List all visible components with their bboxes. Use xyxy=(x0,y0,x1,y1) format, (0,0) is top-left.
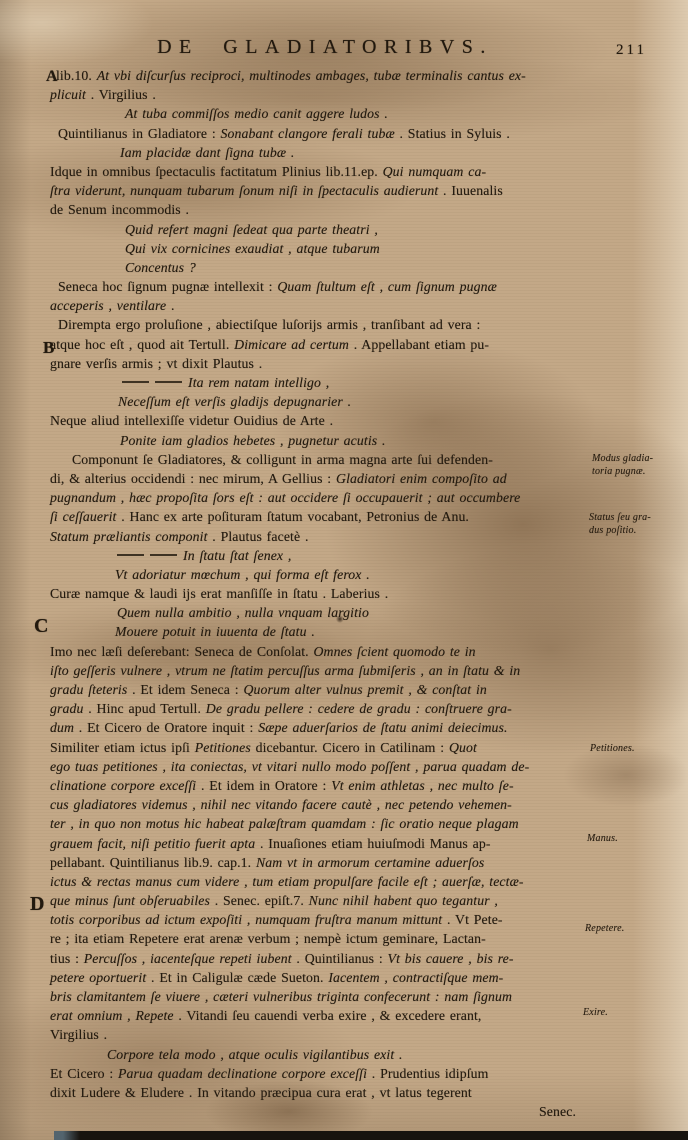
roman-text: tius : xyxy=(50,950,84,966)
text-line xyxy=(50,220,590,239)
text-line xyxy=(50,507,590,526)
text-line xyxy=(50,258,590,277)
roman-text: . Hanc ex arte poſituram ſtatum vocabant, Petronius de Anu. xyxy=(116,509,469,525)
running-header xyxy=(40,36,610,59)
italic-text: De gradu pellere : cedere de gradu : conſtruere gra- xyxy=(205,701,512,717)
verse-rule-dash xyxy=(117,554,144,556)
text-line xyxy=(50,104,590,123)
verse-rule-dash xyxy=(122,381,149,383)
text-line xyxy=(50,1083,590,1102)
margin-note-line: Manus. xyxy=(587,833,618,844)
text-line xyxy=(50,680,590,699)
roman-text: . Virgilius . xyxy=(85,87,156,103)
italic-text: Quot xyxy=(448,739,477,755)
text-line xyxy=(50,450,590,469)
roman-text: . Prudentius idipſum xyxy=(367,1065,489,1081)
italic-text: gradu ſteteris xyxy=(50,682,128,697)
margin-note xyxy=(589,512,685,537)
margin-letter-c: C xyxy=(34,615,49,637)
italic-text: Quid refert magni ſedeat qua parte theatri , xyxy=(125,221,378,237)
italic-text: Quam ſtultum eſt , cum ſignum pugnæ xyxy=(277,279,497,295)
italic-text: Quem nulla ambitio , nulla vnquam largitio xyxy=(117,605,369,621)
roman-text: . Quintilianus : xyxy=(291,950,388,966)
text-line xyxy=(50,277,590,296)
roman-text: . Hinc apud Tertull. xyxy=(83,701,206,717)
text-line xyxy=(50,834,590,853)
text-line xyxy=(50,642,590,661)
italic-text: clinatione corpore exceſſi xyxy=(50,777,197,793)
roman-text: . Vt Pete- xyxy=(442,912,503,928)
roman-text: lib.10. xyxy=(56,68,97,83)
text-line xyxy=(50,622,590,641)
margin-note xyxy=(583,1007,679,1020)
italic-text: Petitiones xyxy=(194,739,251,755)
text-line xyxy=(50,488,590,507)
text-line xyxy=(50,968,590,987)
margin-note xyxy=(590,743,686,756)
text-line xyxy=(50,392,590,411)
italic-text: grauem facit, niſi petitio fuerit apta xyxy=(50,835,256,851)
italic-text: Nunc nihil habent quo tegantur , xyxy=(308,893,498,909)
italic-text: Ponite iam gladios hebetes , pugnetur acutis . xyxy=(120,432,386,448)
text-line xyxy=(50,949,590,968)
italic-text: dum xyxy=(50,720,75,736)
scan-edge-strip xyxy=(54,1131,688,1140)
verse-rule-dash xyxy=(155,381,182,383)
text-line xyxy=(50,200,590,219)
roman-text: pellabant. Quintilianus lib.9. cap.1. xyxy=(50,854,256,870)
italic-text: plicuit xyxy=(50,87,86,103)
roman-text: re ; ita etiam Repetere erat arenæ verbum ; nempè ictum geminare, Lactan- xyxy=(50,931,486,947)
text-line xyxy=(50,354,590,373)
page-title: DE GLADIATORIBVS. xyxy=(157,36,493,58)
roman-text: . Et idem in Oratore : xyxy=(196,777,332,793)
roman-text: . Et idem Seneca : xyxy=(127,682,244,697)
text-line xyxy=(50,124,590,143)
italic-text: Corpore tela modo , atque oculis vigilantibus exit . xyxy=(107,1046,403,1062)
roman-text: de Senum incommodis . xyxy=(50,202,190,218)
text-line xyxy=(50,143,590,162)
text-line xyxy=(50,527,590,546)
italic-text: Dimicare ad certum xyxy=(234,336,349,352)
text-line xyxy=(50,718,590,737)
text-line xyxy=(50,296,590,315)
italic-text: cus gladiatores videmus , nihil nec vitando facere cautè , nec petendo vehemen- xyxy=(50,797,512,813)
roman-text: . Senec. epiſt.7. xyxy=(209,893,309,909)
margin-note-line: Modus gladia- xyxy=(592,453,654,464)
margin-letter-b: B xyxy=(43,338,55,357)
italic-text: ſtra viderunt, nunquam tubarum ſonum niſi in ſpectaculis audierunt xyxy=(50,183,439,199)
text-line xyxy=(50,335,590,354)
roman-text: Similiter etiam ictus ipſi xyxy=(50,739,195,755)
catchword xyxy=(50,1102,590,1121)
italic-text: At tuba commiſſos medio canit aggere ludos . xyxy=(125,106,388,122)
italic-text: Vt enim athletas , nec multo ſe- xyxy=(331,777,514,793)
text-line xyxy=(50,891,590,910)
italic-text: Iacentem , contractiſque mem- xyxy=(328,969,504,985)
text-line xyxy=(50,162,590,181)
italic-text: In ſtatu ſtat ſenex , xyxy=(183,547,292,563)
italic-text: acceperis , ventilare xyxy=(50,298,167,314)
text-line xyxy=(50,738,590,757)
italic-text: petere oportuerit xyxy=(50,969,147,985)
text-line xyxy=(50,853,590,872)
roman-text: di, & alterius occidendi : nec mirum, A Gellius : xyxy=(50,470,336,486)
roman-text: gnare verſis armis ; vt dixit Plautus . xyxy=(50,355,263,371)
italic-text: bris clamitantem ſe viuere , cæteri vulneribus triginta confecerunt : nam ſignum xyxy=(50,989,513,1004)
italic-text: pugnandum , hæc propoſita ſors eſt : aut occidere ſi occupauerit ; aut occumbere xyxy=(50,490,521,506)
italic-text: Gladiatori enim compoſito ad xyxy=(336,470,507,486)
text-line xyxy=(50,584,590,603)
italic-text: Qui vix cornicines exaudiat , atque tubarum xyxy=(125,240,380,256)
text-line xyxy=(50,910,590,929)
roman-text: . Vitandi ſeu cauendi verba exire , & excedere erant, xyxy=(173,1008,482,1024)
text-line xyxy=(50,1045,590,1064)
roman-text: . xyxy=(166,298,175,314)
italic-text: totis corporibus ad ictum expoſiti , numquam fruſtra manum mittunt xyxy=(50,912,443,928)
italic-text: Statum præliantis componit xyxy=(50,528,208,544)
roman-text: Seneca hoc ſignum pugnæ intellexit : xyxy=(58,279,278,295)
text-line xyxy=(50,814,590,833)
roman-text: . Inuaſiones etiam huiuſmodi Manus ap- xyxy=(255,835,491,851)
text-line xyxy=(50,872,590,891)
text-line xyxy=(50,546,590,565)
italic-text: ter , in quo non motus hic habeat palæſtram quamdam : ſic oratio neque plagam xyxy=(50,816,519,832)
text-line xyxy=(50,431,590,450)
text-line xyxy=(50,411,590,430)
italic-text: Percuſſos , iacenteſque repeti iubent xyxy=(83,950,292,966)
roman-text: dicebantur. Cicero in Catilinam : xyxy=(250,739,449,755)
italic-text: Vt adoriatur mœchum , qui forma eſt ferox . xyxy=(115,566,370,582)
text-line xyxy=(50,987,590,1006)
margin-note-line: toria pugnæ. xyxy=(592,465,646,477)
text-line xyxy=(50,795,590,814)
verse-rule-dash xyxy=(150,554,177,556)
roman-text: dixit Ludere & Eludere . In vitando præcipua cura erat , vt latus tegerent xyxy=(50,1084,472,1100)
text-line xyxy=(50,929,590,948)
italic-text: Ita rem natam intelligo , xyxy=(188,375,330,390)
italic-text: Parua quadam declinatione corpore exceſſi xyxy=(118,1065,368,1081)
margin-note xyxy=(592,453,688,478)
margin-letter-a: A xyxy=(46,68,58,85)
roman-text: Componunt ſe Gladiatores, & colligunt in arma magna arte ſui defenden- xyxy=(72,451,493,467)
text-line xyxy=(50,373,590,392)
roman-text: . Appellabant etiam pu- xyxy=(348,336,490,352)
roman-text: . Plautus facetè . xyxy=(207,528,309,544)
italic-text: At vbi diſcurſus reciproci, multinodes ambages, tubæ terminalis cantus ex- xyxy=(96,68,526,83)
italic-text: ſi ceſſauerit xyxy=(50,509,117,525)
text-line xyxy=(50,181,590,200)
roman-text: Senec. xyxy=(539,1104,576,1120)
roman-text: . Iuuenalis xyxy=(438,183,503,199)
margin-note-line: Exire. xyxy=(583,1007,608,1018)
italic-text: Sonabant clangore ferali tubæ xyxy=(220,125,395,141)
roman-text: Idque in omnibus ſpectaculis factitatum Plinius lib.11.ep. xyxy=(50,163,383,179)
italic-text: que minus ſunt obſeruabiles xyxy=(50,893,210,909)
text-line xyxy=(50,1064,590,1083)
roman-text: atque hoc eſt , quod ait Tertull. xyxy=(50,336,235,352)
italic-text: Sæpe aduerſarios de ſtatu animi deiecimus. xyxy=(258,720,508,736)
text-line xyxy=(50,699,590,718)
text-line xyxy=(50,661,590,680)
text-line xyxy=(50,757,590,776)
roman-text: Curæ namque & laudi ijs erat manſiſſe in ſtatu . Laberius . xyxy=(50,586,389,602)
italic-text: Neceſſum eſt verſis gladijs depugnarier . xyxy=(118,394,352,410)
text-line xyxy=(50,315,590,334)
italic-text: Qui numquam ca- xyxy=(382,163,487,179)
roman-text: Neque aliud intellexiſſe videtur Ouidius de Arte . xyxy=(50,413,334,429)
text-line xyxy=(50,776,590,795)
margin-note xyxy=(587,833,683,846)
roman-text: Virgilius . xyxy=(50,1027,108,1043)
italic-text: Omnes ſcient quomodo te in xyxy=(313,643,476,659)
roman-text: . Statius in Syluis . xyxy=(394,125,510,141)
roman-text: Dirempta ergo proluſione , abiectiſque luſorijs armis , tranſibant ad vera : xyxy=(58,317,481,333)
text-line xyxy=(50,239,590,258)
margin-note-line: dus poſitio. xyxy=(589,524,637,536)
text-line xyxy=(50,66,590,85)
italic-text: ictus & rectas manus cum videre , tum etiam propulſare facile eſt ; auerſæ, tectæ- xyxy=(50,873,524,889)
margin-note-line: Repetere. xyxy=(585,923,625,934)
italic-text: erat omnium , Repete xyxy=(50,1008,174,1024)
italic-text: Concentus ? xyxy=(125,259,196,275)
text-line xyxy=(50,1006,590,1025)
roman-text: Et Cicero : xyxy=(50,1065,119,1081)
margin-note-line: Status ſeu gra- xyxy=(589,512,651,523)
italic-text: iſto geſſeris vulnere , vtrum ne ſtatim percuſſus arma ſubmiſeris , an in ſtatu & in xyxy=(50,662,521,678)
roman-text: Quintilianus in Gladiatore : xyxy=(58,125,221,141)
text-line xyxy=(50,1025,590,1044)
italic-text: Quorum alter vulnus premit , & conſtat in xyxy=(243,682,487,697)
italic-text: ego tuas petitiones , ita coniectas, vt vitari nullo modo poſſent , parua quadam de- xyxy=(50,758,530,774)
margin-note-line: Petitiones. xyxy=(590,743,635,754)
italic-text: Iam placidæ dant ſigna tubæ . xyxy=(120,144,295,160)
text-line xyxy=(50,469,590,488)
roman-text: Imo nec læſi deſerebant: Seneca de Conſolat. xyxy=(50,643,314,659)
margin-letter-d: D xyxy=(30,893,45,915)
roman-text: . Et in Caligulæ cæde Sueton. xyxy=(146,969,329,985)
margin-note xyxy=(585,923,681,936)
page-number: 211 xyxy=(616,42,647,58)
italic-text: Mouere potuit in iuuenta de ſtatu . xyxy=(115,624,315,640)
body-text xyxy=(50,66,590,1121)
roman-text: . Et Cicero de Oratore inquit : xyxy=(74,720,259,736)
italic-text: Nam vt in armorum certamine aduerſos xyxy=(255,854,485,870)
italic-text: Vt bis cauere , bis re- xyxy=(387,950,514,966)
text-line xyxy=(50,85,590,104)
text-line xyxy=(50,565,590,584)
italic-text: gradu xyxy=(50,701,84,717)
text-line xyxy=(50,603,590,622)
